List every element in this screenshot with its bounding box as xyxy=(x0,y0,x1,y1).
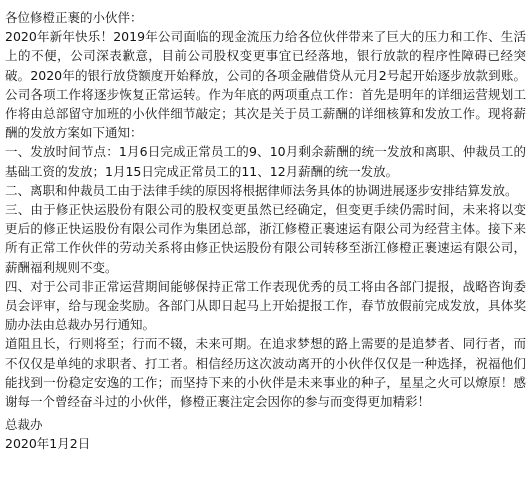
paragraph-intro: 2020年新年快乐！2019年公司面临的现金流压力给各位伙伴带来了巨大的压力和工作、生活上的不便，公司深表歉意，目前公司股权变更事宜已经落地，银行放款的程序性障碍已经突破。2020年的银行放贷额度开始释放，公司的各项金融借贷从元月2号起开始逐步放款到账。公司各项工作将逐步恢复正常运转。作为年底的两项重点工作：首先是明年的详细运营规划工作将由总部留守加班的小伙伴细节敲定；其次是关于员工薪酬的详细核算和发放工作。现将薪酬的发放方案如下通知： xyxy=(5,29,526,141)
paragraph-item-2: 二、离职和仲裁员工由于法律手续的原因将根据律师法务具体的协调进展逐步安排结算发放。 xyxy=(5,182,518,198)
signature: 总裁办 xyxy=(5,417,43,433)
paragraph-item-3: 三、由于修正快运股份有限公司的股权变更虽然已经确定，但变更手续仍需时间，未来将以变更后的修正快运股份有限公司作为集团总部，浙江修橙正裹速运有限公司为经营主体。接下来所有正常工作伙伴的劳动关系将由修正快运股份有限公司转移至浙江修橙正裹速运有限公司，薪酬福利规则不变。 xyxy=(5,202,526,275)
signoff-block xyxy=(5,415,526,453)
paragraph-item-4: 四、对于公司非正常运营期间能够保持正常工作表现优秀的员工将由各部门提报，战略咨询委员会评审，给与现金奖励。各部门从即日起马上开始提报工作，春节放假前完成发放，具体奖励办法由总裁办另行通知。 xyxy=(5,278,526,333)
letter-greeting: 各位修橙正裹的小伙伴： xyxy=(5,10,143,25)
letter-document xyxy=(5,8,526,454)
paragraph-item-1: 一、发放时间节点：1月6日完成正常员工的9、10月剩余薪酬的统一发放和离职、仲裁员工的基础工资的发放；1月15日完成正常员工的11、12月薪酬的统一发放。 xyxy=(5,144,526,179)
paragraph-closing: 道阻且长，行则将至；行而不辍，未来可期。在追求梦想的路上需要的是追梦者、同行者，而不仅仅是单纯的求职者、打工者。相信经历这次波动离开的小伙伴仅仅是一种选择，祝福他们能找到一份稳定安逸的工作；而坚持下来的小伙伴是未来事业的种子，星星之火可以燎原！感谢每一个曾经奋斗过的小伙伴，修橙正裹注定会因你的参与而变得更加精彩！ xyxy=(5,336,526,410)
letter-date: 2020年1月2日 xyxy=(5,436,91,452)
